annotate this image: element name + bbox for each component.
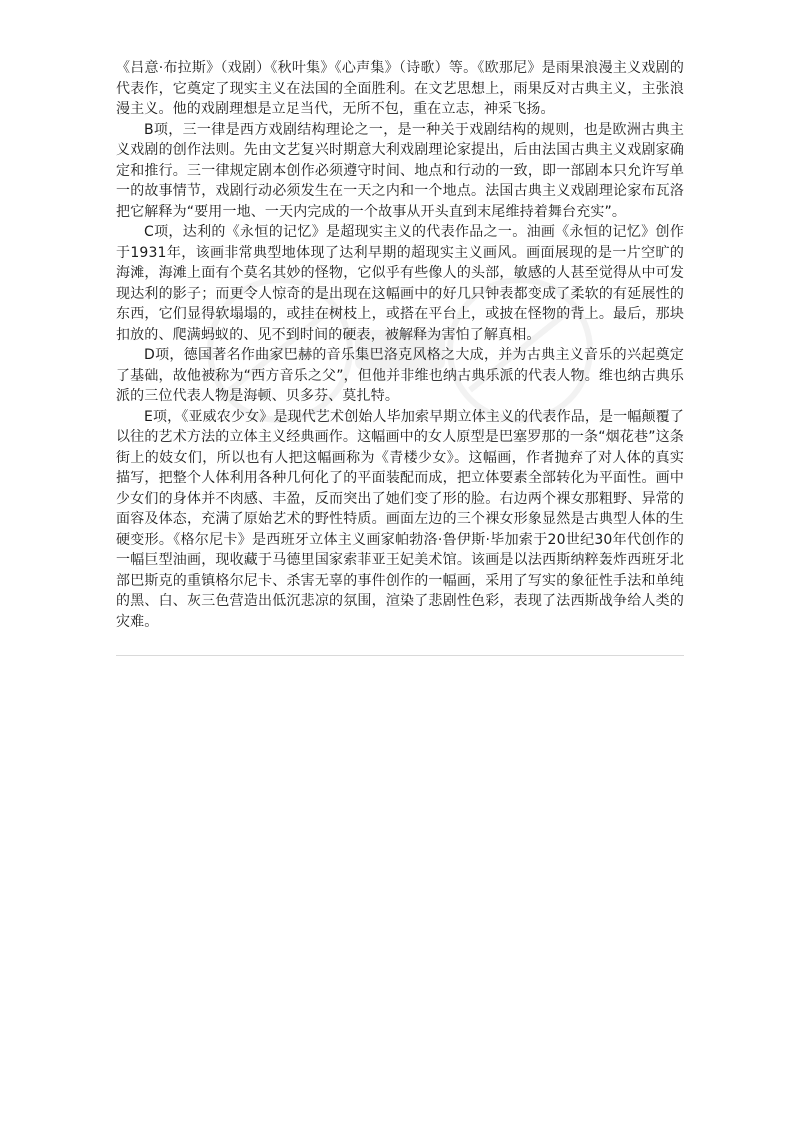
- paragraph-option-e: E项，《亚威农少女》是现代艺术创始人毕加索早期立体主义的代表作品，是一幅颠覆了以往的艺术方法的立体主义经典画作。这幅画中的女人原型是巴塞罗那的一条“烟花巷”这条街上的妓女们，所以也有人把这幅画称为《青楼少女》。这幅画，作者抛弃了对人体的真实描写，把整个人体利用各种几何化了的平面装配而成，把立体要素全部转化为平面性。画中少女们的身体并不肉感、丰盈，反而突出了她们变了形的脸。右边两个裸女那粗野、异常的面容及体态，充满了原始艺术的野性特质。画面左边的三个裸女形象显然是古典型人体的生硬变形。《格尔尼卡》是西班牙立体主义画家帕勃洛·鲁伊斯·毕加索于20世纪30年代创作的一幅巨型油画，现收藏于马德里国家索菲亚王妃美术馆。该画是以法西斯纳粹轰炸西班牙北部巴斯克的重镇格尔尼卡、杀害无辜的事件创作的一幅画，采用了写实的象征性手法和单纯的黑、白、灰三色营造出低沉悲凉的氛围，渲染了悲剧性色彩，表现了法西斯战争给人类的灾难。: [116, 408, 684, 630]
- paragraph-intro: 《吕意·布拉斯》（戏剧）《秋叶集》《心声集》（诗歌）等。《欧那尼》是雨果浪漫主义戏剧的代表作，它奠定了现实主义在法国的全面胜利。在文艺思想上，雨果反对古典主义，主张浪漫主义。他的戏剧理想是立足当代，无所不包，重在立志，神采飞扬。: [116, 60, 684, 117]
- paragraph-option-c: C项，达利的《永恒的记忆》是超现实主义的代表作品之一。油画《永恒的记忆》创作于1931年，该画非常典型地体现了达利早期的超现实主义画风。画面展现的是一片空旷的海滩，海滩上面有个莫名其妙的怪物，它似乎有些像人的头部，敏感的人甚至觉得从中可发现达利的影子；而更令人惊奇的是出现在这幅画中的好几只钟表都变成了柔软的有延展性的东西，它们显得软塌塌的，或挂在树枝上，或搭在平台上，或披在怪物的背上。最后，那块扣放的、爬满蚂蚁的、见不到时间的硬表，被解释为害怕了解真相。: [116, 224, 684, 343]
- paragraph-option-b: B项，三一律是西方戏剧结构理论之一，是一种关于戏剧结构的规则，也是欧洲古典主义戏剧的创作法则。先由文艺复兴时期意大利戏剧理论家提出，后由法国古典主义戏剧家确定和推行。三一律规定剧本创作必须遵守时间、地点和行动的一致，即一部剧本只允许写单一的故事情节，戏剧行动必须发生在一天之内和一个地点。法国古典主义戏剧理论家布瓦洛把它解释为“要用一地、一天内完成的一个故事从开头直到末尾维持着舞台充实”。: [116, 121, 684, 220]
- page-divider: [116, 655, 684, 656]
- document-body: [116, 58, 684, 632]
- paragraph-option-d: D项，德国著名作曲家巴赫的音乐集巴洛克风格之大成，并为古典主义音乐的兴起奠定了基础，故他被称为“西方音乐之父”，但他并非维也纳古典乐派的代表人物。维也纳古典乐派的三位代表人物是海顿、贝多芬、莫扎特。: [116, 347, 684, 404]
